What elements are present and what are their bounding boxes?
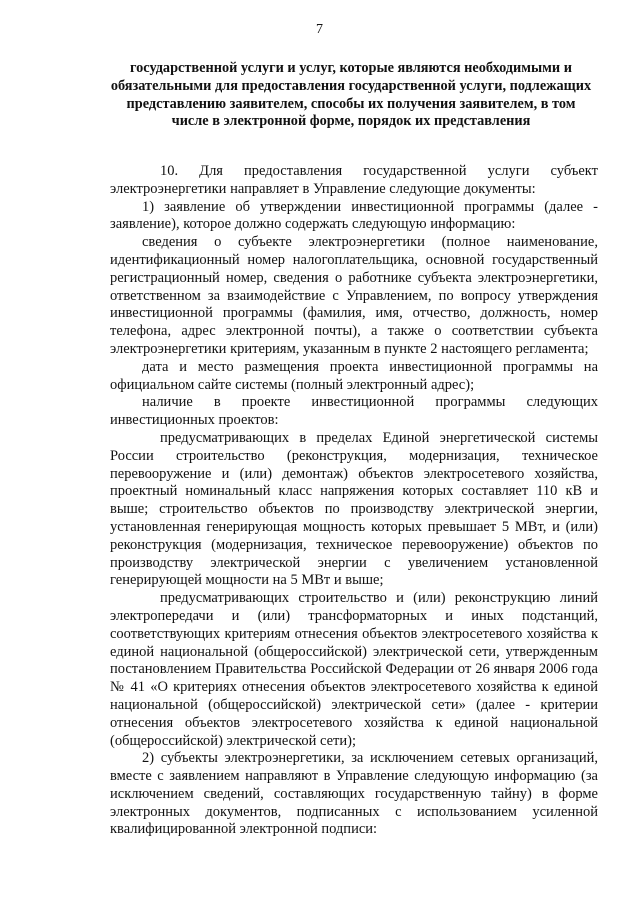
paragraph-subject-info: сведения о субъекте электроэнергетики (полное наименование, идентификационный номер налогоплательщика, основной государственный регистрационный номер, сведения о работнике субъекта электроэнергетики, ответственном за взаимодействие с Управлением, по вопросу утверждения инвестиционной программы (фамилия, имя, отчество, должность, номер телефона, адрес электронной почты), а также о соответствии субъекта электроэнергетики критериям, указанным в пункте 2 настоящего регламента; xyxy=(110,234,598,357)
paragraph-10: 10. Для предоставления государственной услуги субъект электроэнергетики направляет в Управление следующие документы: xyxy=(110,163,598,197)
paragraph-item-1: 1) заявление об утверждении инвестиционной программы (далее - заявление), которое должно содержать следующую информацию: xyxy=(110,198,598,233)
paragraph-projects-presence: наличие в проекте инвестиционной программы следующих инвестиционных проектов: xyxy=(110,394,598,429)
page-number: 7 xyxy=(316,22,323,37)
document-body xyxy=(110,163,598,839)
paragraph-item-2: 2) субъекты электроэнергетики, за исключением сетевых организаций, вместе с заявлением направляют в Управление следующую информацию (за исключением сведений, составляющих государственную тайну) в форме электронных документов, подписанных с использованием усиленной квалифицированной электронной подписи: xyxy=(110,750,598,838)
paragraph-projects-ees: предусматривающих в пределах Единой энергетической системы России строительство (реконструкция, модернизация, техническое перевооружение и (или) демонтаж) объектов электросетевого хозяйства, проектный номинальный класс напряжения которых составляет 110 кВ и выше; строительство объектов по производству электрической энергии, установленная генерирующая мощность которых превышает 5 МВт, и (или) реконструкция (модернизация, техническое перевооружение) объектов по производству электрической энергии с увеличением установленной генерирующей мощности на 5 МВт и выше; xyxy=(110,429,598,589)
paragraph-projects-lines: предусматривающих строительство и (или) реконструкцию линий электропередачи и (или) трансформаторных и иных подстанций, соответствующих критериям отнесения объектов электросетевого хозяйства к единой национальной (общероссийской) электрической сети, утвержденным постановлением Правительства Российской Федерации от 26 января 2006 года № 41 «О критериях отнесения объектов электросетевого хозяйства к единой национальной (общероссийской) электрической сети» (далее - критерии отнесения объектов электросетевого хозяйства к единой национальной (общероссийской) электрической сети); xyxy=(110,590,598,749)
section-heading: государственной услуги и услуг, которые являются необходимыми и обязательными для предоставления государственной услуги, подлежащих представлению заявителем, способы их получения заявителем, в том числе в электронной форме, порядок их представления xyxy=(110,60,592,130)
paragraph-publication-date: дата и место размещения проекта инвестиционной программы на официальном сайте системы (полный электронный адрес); xyxy=(110,358,598,393)
